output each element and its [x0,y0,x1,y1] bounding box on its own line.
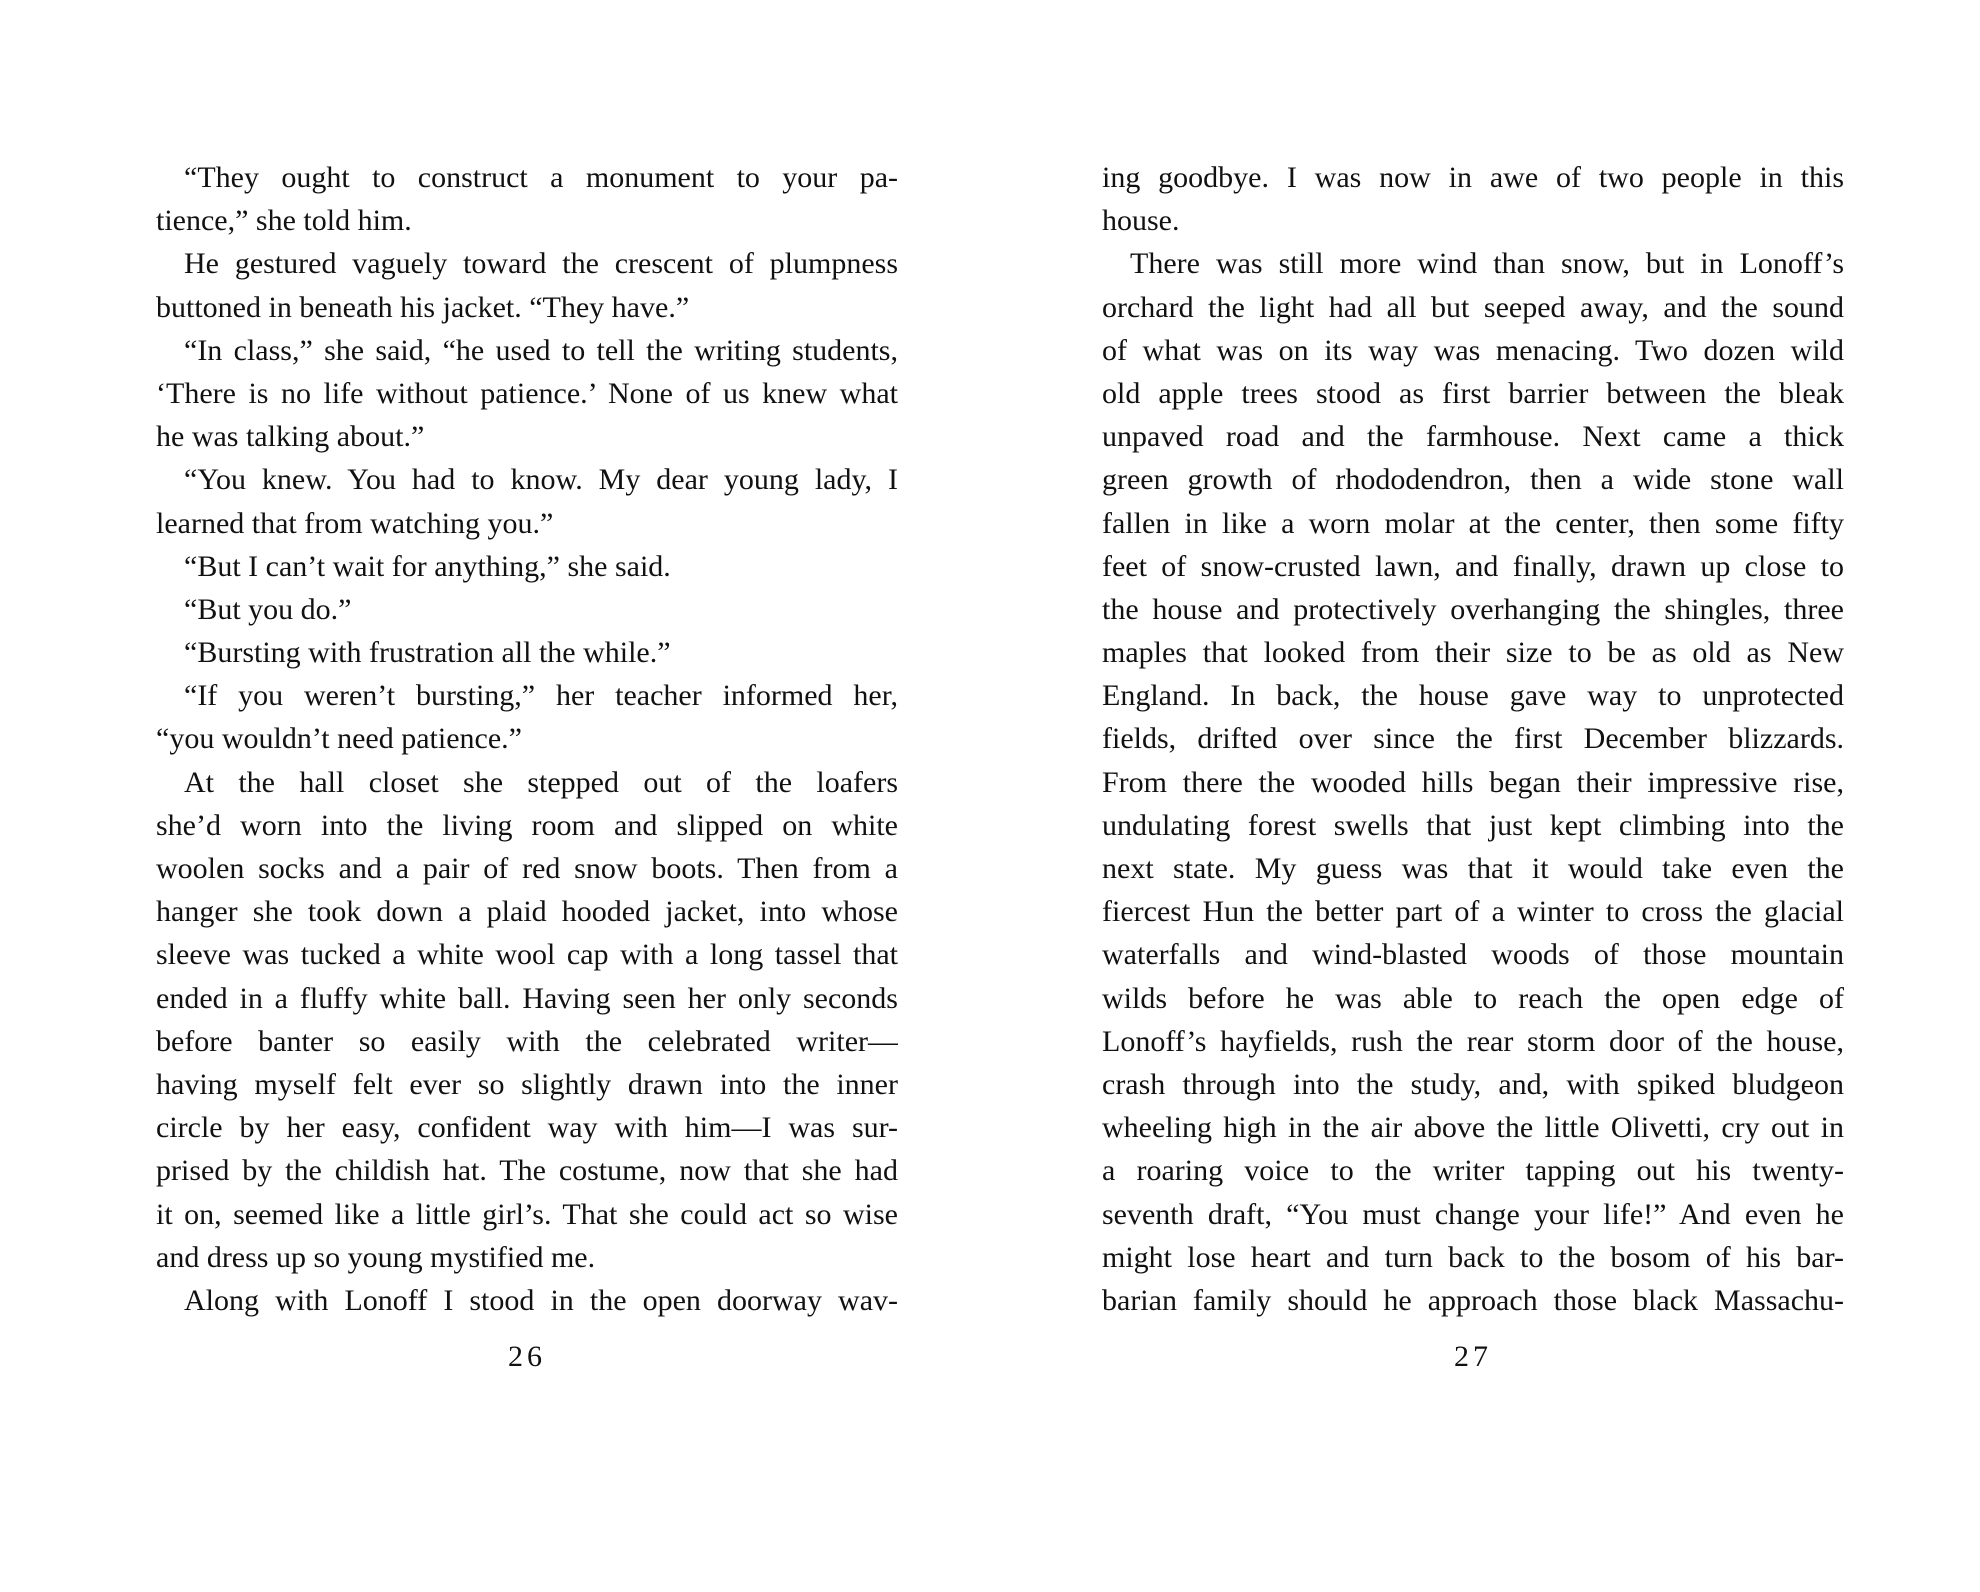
text-line: circle by her easy, confident way with him—I was sur- [156,1111,898,1145]
text-line: Along with Lonoff I stood in the open doorway wav- [184,1283,898,1317]
text-line: tience,” she told him. [156,204,412,238]
text-line: fiercest Hun the better part of a winter to cross the glacial [1102,895,1844,929]
text-line: before banter so easily with the celebrated writer— [156,1024,898,1058]
text-line: “If you weren’t bursting,” her teacher informed her, [184,679,898,713]
text-line: old apple trees stood as first barrier between the bleak [1102,376,1844,410]
text-line: From there the wooded hills began their impressive rise, [1102,765,1844,799]
text-line: orchard the light had all but seeped away, and the sound [1102,290,1844,324]
text-line: fields, drifted over since the first December blizzards. [1102,722,1844,756]
text-line: crash through into the study, and, with spiked bludgeon [1102,1067,1844,1101]
text-line: wheeling high in the air above the little Olivetti, cry out in [1102,1111,1844,1145]
text-line: “you wouldn’t need patience.” [156,722,522,756]
text-line: a roaring voice to the writer tapping out his twenty- [1102,1154,1844,1188]
text-line: maples that looked from their size to be as old as New [1102,636,1844,670]
text-line: sleeve was tucked a white wool cap with a long tassel that [156,938,898,972]
text-line: waterfalls and wind-blasted woods of those mountain [1102,938,1844,972]
text-line: “But I can’t wait for anything,” she said. [184,549,671,583]
text-line: might lose heart and turn back to the bosom of his bar- [1102,1240,1844,1274]
text-line: ended in a fluffy white ball. Having seen her only seconds [156,981,898,1015]
text-line: “But you do.” [184,592,352,626]
text-line: prised by the childish hat. The costume, now that she had [156,1154,898,1188]
text-line: England. In back, the house gave way to unprotected [1102,679,1844,713]
text-line: “You knew. You had to know. My dear young lady, I [184,463,898,497]
text-line: it on, seemed like a little girl’s. That she could act so wise [156,1197,898,1231]
text-line: having myself felt ever so slightly drawn into the inner [156,1067,898,1101]
text-line: and dress up so young mystified me. [156,1240,596,1274]
left-page-number: 26 [508,1340,546,1373]
text-line: ing goodbye. I was now in awe of two people in this [1102,161,1844,194]
text-line: feet of snow-crusted lawn, and finally, drawn up close to [1102,549,1844,583]
text-line: barian family should he approach those black Massachu- [1102,1283,1844,1317]
right-page-text [1102,156,1844,1322]
right-page-number: 27 [1454,1340,1492,1373]
text-line: “Bursting with frustration all the while.” [184,636,671,670]
text-line: woolen socks and a pair of red snow boots. Then from a [156,852,898,885]
left-page-text [156,156,898,1322]
text-line: At the hall closet she stepped out of the loafers [184,765,898,799]
text-line: “In class,” she said, “he used to tell the writing students, [184,333,898,367]
text-line: seventh draft, “You must change your life!” And even he [1102,1197,1844,1231]
text-line: he was talking about.” [156,420,425,454]
text-line: learned that from watching you.” [156,506,554,540]
text-line: hanger she took down a plaid hooded jacket, into whose [156,895,898,929]
text-line: unpaved road and the farmhouse. Next came a thick [1102,420,1844,454]
text-line: buttoned in beneath his jacket. “They have.” [156,290,690,324]
text-line: He gestured vaguely toward the crescent of plumpness [184,247,898,281]
text-line: wilds before he was able to reach the open edge of [1102,981,1844,1015]
text-line: There was still more wind than snow, but in Lonoff’s [1130,247,1844,281]
text-line: of what was on its way was menacing. Two dozen wild [1102,333,1844,367]
text-line: ‘There is no life without patience.’ None of us knew what [156,376,898,410]
text-line: fallen in like a worn molar at the center, then some fifty [1102,506,1844,540]
text-line: house. [1102,204,1180,238]
text-line: undulating forest swells that just kept climbing into the [1102,808,1844,842]
text-line: next state. My guess was that it would take even the [1102,852,1844,885]
text-line: the house and protectively overhanging the shingles, three [1102,592,1844,626]
text-line: “They ought to construct a monument to your pa- [184,161,898,194]
text-line: green growth of rhododendron, then a wide stone wall [1102,463,1844,497]
text-line: Lonoff’s hayfields, rush the rear storm door of the house, [1102,1024,1844,1058]
text-line: she’d worn into the living room and slipped on white [156,808,898,842]
